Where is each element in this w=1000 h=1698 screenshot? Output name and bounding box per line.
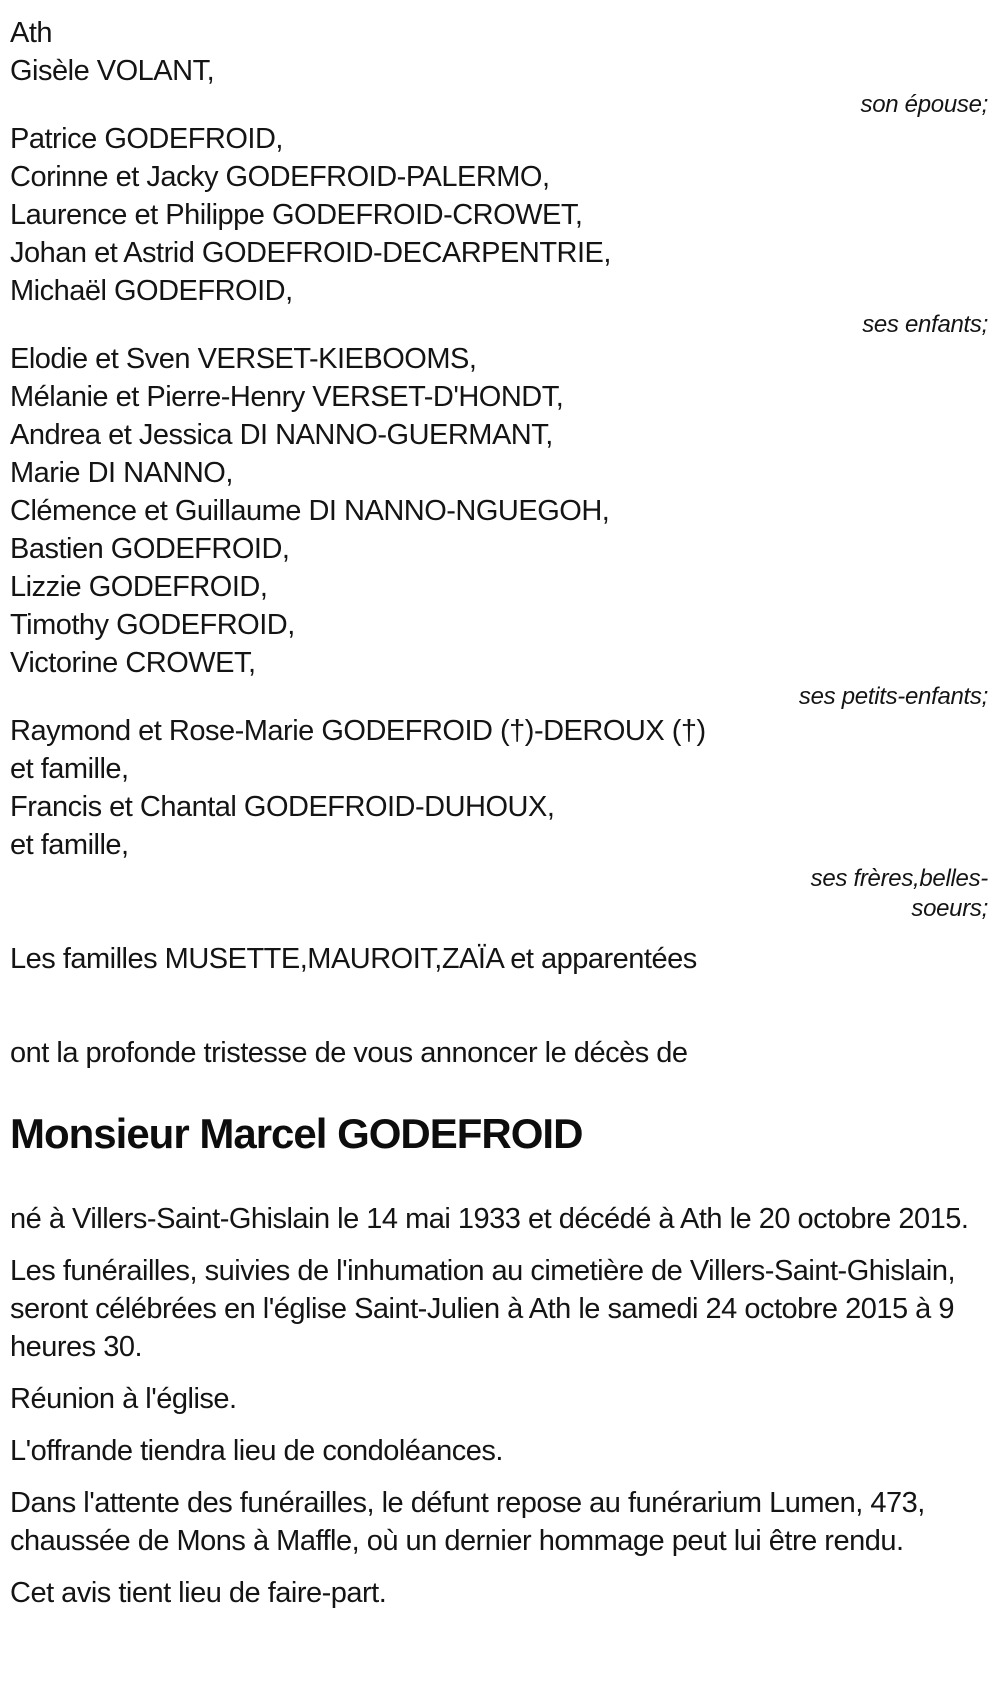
notice-line: Cet avis tient lieu de faire-part. [10, 1577, 387, 1609]
relation-label-siblings: ses frères,belles-soeurs; [810, 865, 988, 922]
family-member-line: Raymond et Rose-Marie GODEFROID (†)-DEROUX (†) [10, 715, 706, 747]
offering-line: L'offrande tiendra lieu de condoléances. [10, 1435, 503, 1467]
deceased-name-heading: Monsieur Marcel GODEFROID [10, 1110, 583, 1157]
family-member-line: Lizzie GODEFROID, [10, 571, 268, 603]
family-member-line: Marie DI NANNO, [10, 457, 233, 489]
family-member-line: et famille, [10, 753, 129, 785]
related-families-line: Les familles MUSETTE,MAUROIT,ZAÏA et apparentées [10, 943, 697, 975]
family-member-line: Laurence et Philippe GODEFROID-CROWET, [10, 199, 583, 231]
siblings-group [10, 712, 988, 924]
funeral-details [10, 1200, 988, 1612]
relation-label-children: ses enfants; [862, 311, 988, 338]
announcement-text: ont la profonde tristesse de vous annoncer le décès de [10, 1037, 688, 1069]
funerarium-paragraph: Dans l'attente des funérailles, le défunt repose au funérarium Lumen, 473, chaussée de Mons à Maffle, où un dernier hommage peut lui être rendu. [10, 1487, 925, 1557]
spouse-group [10, 52, 988, 120]
birth-death-line: né à Villers-Saint-Ghislain le 14 mai 1933 et décédé à Ath le 20 octobre 2015. [10, 1203, 969, 1235]
family-member-line: Patrice GODEFROID, [10, 123, 283, 155]
city-label: Ath [10, 17, 53, 49]
family-member-line: et famille, [10, 829, 129, 861]
family-member-line: Corinne et Jacky GODEFROID-PALERMO, [10, 161, 550, 193]
family-member-line: Johan et Astrid GODEFROID-DECARPENTRIE, [10, 237, 611, 269]
grandchildren-group [10, 340, 988, 712]
family-member-line: Clémence et Guillaume DI NANNO-NGUEGOH, [10, 495, 610, 527]
family-member-line: Timothy GODEFROID, [10, 609, 295, 641]
relation-label-grandchildren: ses petits-enfants; [798, 683, 988, 710]
family-member-line: Francis et Chantal GODEFROID-DUHOUX, [10, 791, 555, 823]
children-group [10, 120, 988, 340]
family-member-line: Elodie et Sven VERSET-KIEBOOMS, [10, 343, 477, 375]
church-meeting-line: Réunion à l'église. [10, 1383, 237, 1415]
family-member-line: Mélanie et Pierre-Henry VERSET-D'HONDT, [10, 381, 564, 413]
family-member-line: Andrea et Jessica DI NANNO-GUERMANT, [10, 419, 553, 451]
family-member-line: Bastien GODEFROID, [10, 533, 290, 565]
family-member-line: Victorine CROWET, [10, 647, 256, 679]
family-member-line: Michaël GODEFROID, [10, 275, 293, 307]
funeral-ceremony-paragraph: Les funérailles, suivies de l'inhumation au cimetière de Villers-Saint-Ghislain, seront célébrées en l'église Saint-Julien à Ath le samedi 24 octobre 2015 à 9 heures 30. [10, 1255, 956, 1363]
relation-label-spouse: son épouse; [860, 91, 988, 118]
family-member-line: Gisèle VOLANT, [10, 55, 215, 87]
